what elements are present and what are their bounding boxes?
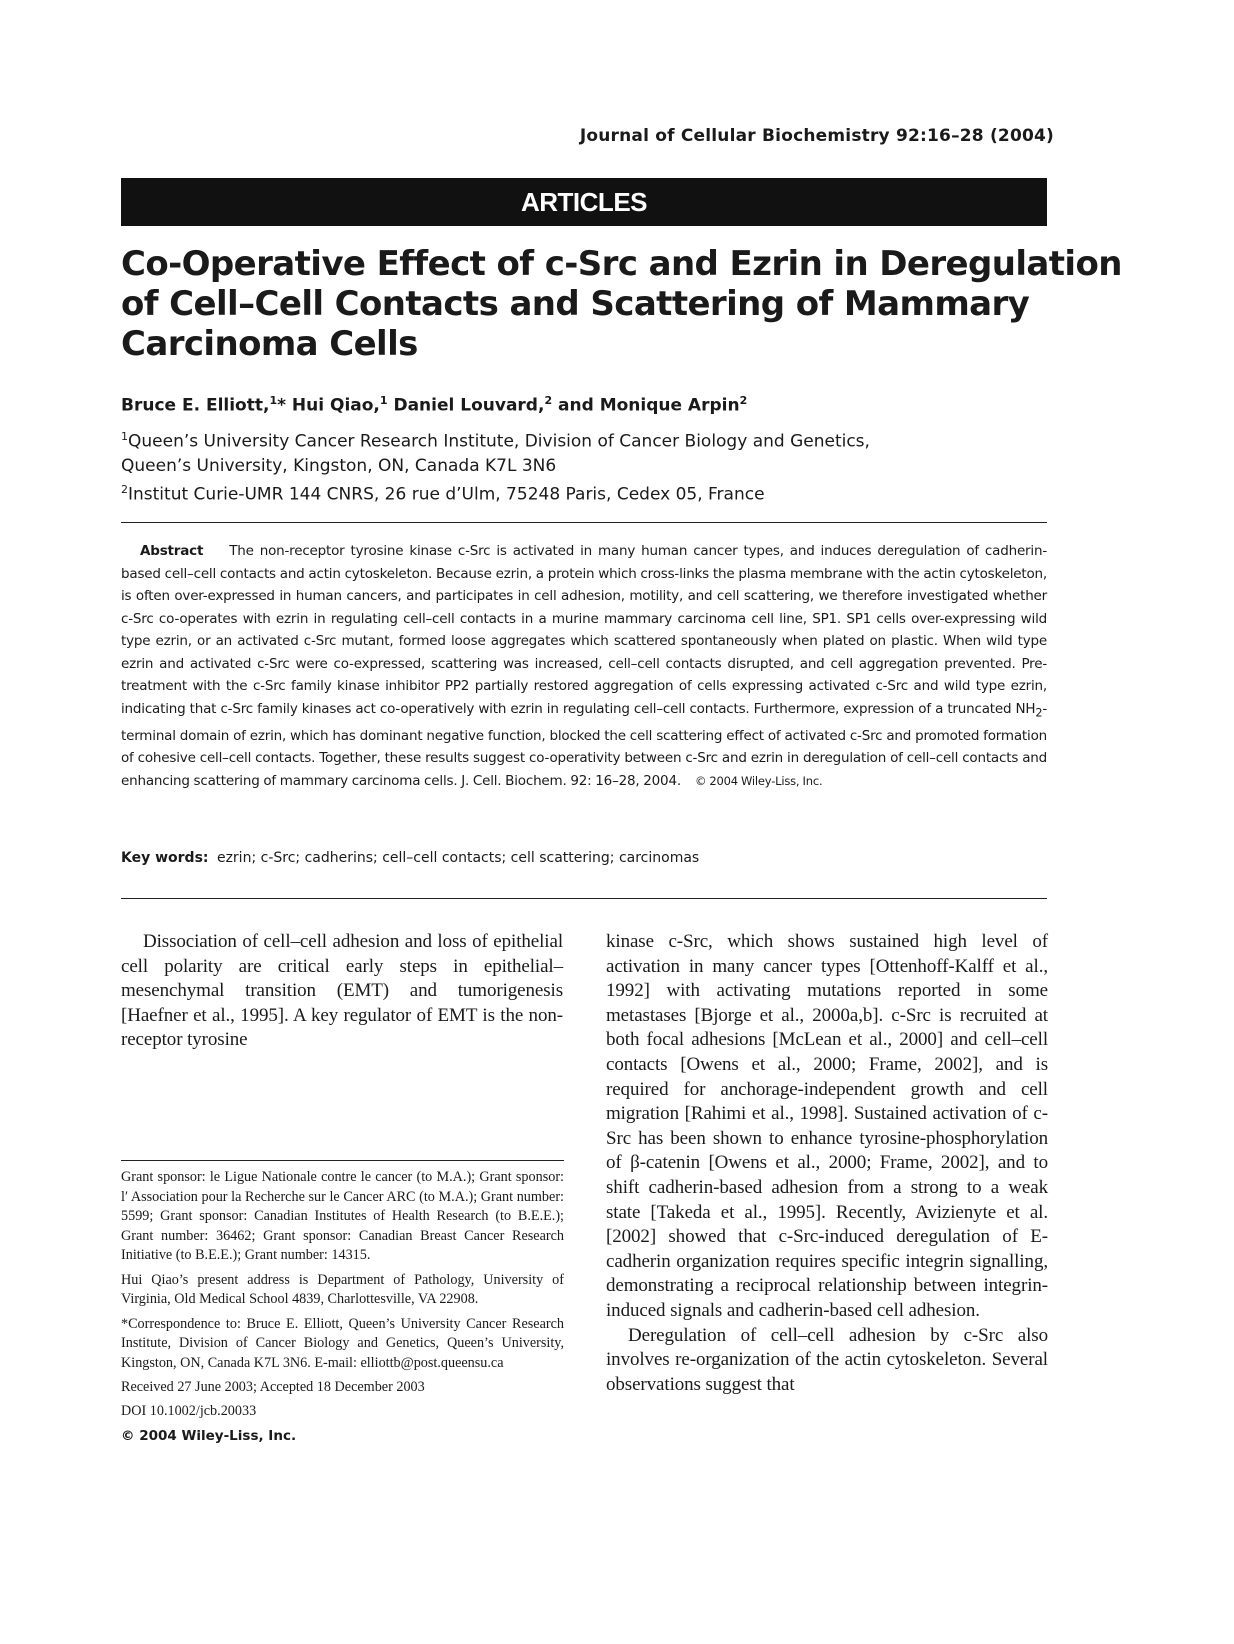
affiliation-1 (121, 425, 870, 454)
body-paragraph: Deregulation of cell–cell adhesion by c-Src also involves re-organization of the actin cytoskeleton. Several observations suggest that (606, 1324, 1048, 1395)
body-paragraph: kinase c-Src, which shows sustained high level of activation in many cancer types [Ottenhoff-Kalff et al., 1992] with activating mutations reported in some metastases [Bjorge et al., 2000a,b]. c-Src is recruited at both focal adhesions [McLean et al., 2000] and cell–cell contacts [Owens et al., 2000; Frame, 2002], and is required for anchorage-independent growth and cell migration [Rahimi et al., 1998]. Sustained activation of c-Src has been shown to enhance tyrosine-phosphorylation of β-catenin [Owens et al., 2000; Frame, 2002], and to shift cadherin-based adhesion from a strong to a weak state [Takeda et al., 1995]. Recently, Avizienyte et al. [2002] showed that c-Src-induced deregulation of E-cadherin organization requires specific integrin signalling, demonstrating a reciprocal relationship between integrin-induced signals and cadherin-based cell adhesion. (606, 931, 1048, 1321)
abstract-copyright: © 2004 Wiley-Liss, Inc. (694, 773, 823, 788)
keywords-label: Key words: (121, 850, 209, 866)
footnote-correspondence: *Correspondence to: Bruce E. Elliott, Queen’s University Cancer Research Institute, Division of Cancer Biology and Genetics, Queen’s University, Kingston, ON, Canada K7L 3N6. E-mail: elliottb@post.queensu.ca (121, 1315, 564, 1371)
affiliation-marker: 2 (544, 394, 553, 407)
body-column-left (121, 930, 563, 1053)
footnote-dates: Received 27 June 2003; Accepted 18 December 2003 (121, 1379, 425, 1395)
author-name: Bruce E. Elliott, (121, 395, 270, 416)
abstract-text-cont: -terminal domain of ezrin, which has dominant negative function, blocked the cell scattering effect of activated c-Src and promoted formation of cohesive cell–cell contacts. Together, these results suggest co-operativity between c-Src and ezrin in deregulation of cell–cell contacts and enhancing scattering of mammary carcinoma cells. J. Cell. Biochem. 92: 16–28, 2004. (121, 700, 1047, 789)
author-list (121, 394, 747, 416)
abstract-label: Abstract (140, 543, 204, 559)
section-banner: ARTICLES (121, 178, 1047, 226)
abstract (121, 540, 1047, 792)
divider-bottom (121, 898, 1047, 899)
keywords (121, 850, 699, 866)
affiliation-marker: 2 (739, 394, 748, 407)
subscript: 2 (1035, 706, 1043, 720)
divider-top (121, 522, 1047, 523)
abstract-text: The non-receptor tyrosine kinase c-Src is activated in many human cancer types, and induces deregulation of cadherin-based cell–cell contacts and actin cytoskeleton. Because ezrin, a protein which cross-links the plasma membrane with the actin cytoskeleton, is often over-expressed in human cancers, and participates in cell adhesion, motility, and cell scattering, we therefore investigated whether c-Src co-operates with ezrin in regulating cell–cell contacts in a murine mammary carcinoma cell line, SP1. SP1 cells over-expressing wild type ezrin, or an activated c-Src mutant, formed loose aggregates which scattered spontaneously when plated on plastic. When wild type ezrin and activated c-Src were co-expressed, scattering was increased, cell–cell contacts disrupted, and cell aggregation prevented. Pre-treatment with the c-Src family kinase inhibitor PP2 partially restored aggregation of cells expressing activated c-Src and wild type ezrin, indicating that c-Src family kinases act co-operatively with ezrin in regulating cell–cell contacts. Furthermore, expression of a truncated NH (121, 543, 1047, 717)
author-name: Monique Arpin (599, 395, 740, 416)
affiliation-text: Queen’s University Cancer Research Institute, Division of Cancer Biology and Genetics, (128, 431, 870, 452)
title-line: of Cell–Cell Contacts and Scattering of Mammary (121, 284, 1030, 324)
article-title (121, 244, 1122, 364)
author-name: Daniel Louvard, (393, 395, 545, 416)
title-line: Co-Operative Effect of c-Src and Ezrin in Deregulation (121, 244, 1122, 284)
journal-citation: Journal of Cellular Biochemistry 92:16–28 (2004) (579, 126, 1054, 146)
footnote-doi: DOI 10.1002/jcb.20033 (121, 1402, 257, 1419)
author-separator: and (552, 395, 600, 416)
title-line: Carcinoma Cells (121, 324, 418, 364)
affiliation-number: 1 (121, 430, 128, 443)
footnote-grants: Grant sponsor: le Ligue Nationale contre le cancer (to M.A.); Grant sponsor: l′ Association pour la Recherche sur le Cancer ARC (to M.A.); Grant number: 5599; Grant sponsor: Canadian Institutes of Health Research (to B.E.E.); Grant number: 36462; Grant sponsor: Canadian Breast Cancer Research Initiative (to B.E.E.); Grant number: 14315. (121, 1169, 564, 1263)
author-name: Hui Qiao, (291, 395, 380, 416)
author-separator: * (277, 395, 292, 416)
affiliation-2 (121, 478, 870, 507)
footnote-present-address: Hui Qiao’s present address is Department of Pathology, University of Virginia, Old Medical School 4839, Charlottesville, VA 22908. (121, 1271, 564, 1307)
affiliation-number: 2 (121, 482, 128, 496)
footnote-rule (121, 1160, 564, 1161)
keywords-text: ezrin; c-Src; cadherins; cell–cell contacts; cell scattering; carcinomas (216, 850, 700, 866)
affiliation-text: Institut Curie-UMR 144 CNRS, 26 rue d’Ulm, 75248 Paris, Cedex 05, France (128, 484, 765, 505)
affiliation-1-cont: Queen’s University, Kingston, ON, Canada K7L 3N6 (121, 455, 557, 476)
affiliation-marker: 1 (269, 394, 278, 407)
affiliation-marker: 1 (379, 394, 388, 407)
footnotes (121, 1168, 564, 1452)
affiliations (121, 425, 870, 506)
publisher-copyright: © 2004 Wiley-Liss, Inc. (121, 1428, 297, 1444)
body-column-right (606, 930, 1048, 1397)
body-paragraph: Dissociation of cell–cell adhesion and loss of epithelial cell polarity are critical early steps in epithelial–mesenchymal transition (EMT) and tumorigenesis [Haefner et al., 1995]. A key regulator of EMT is the non-receptor tyrosine (121, 931, 563, 1051)
